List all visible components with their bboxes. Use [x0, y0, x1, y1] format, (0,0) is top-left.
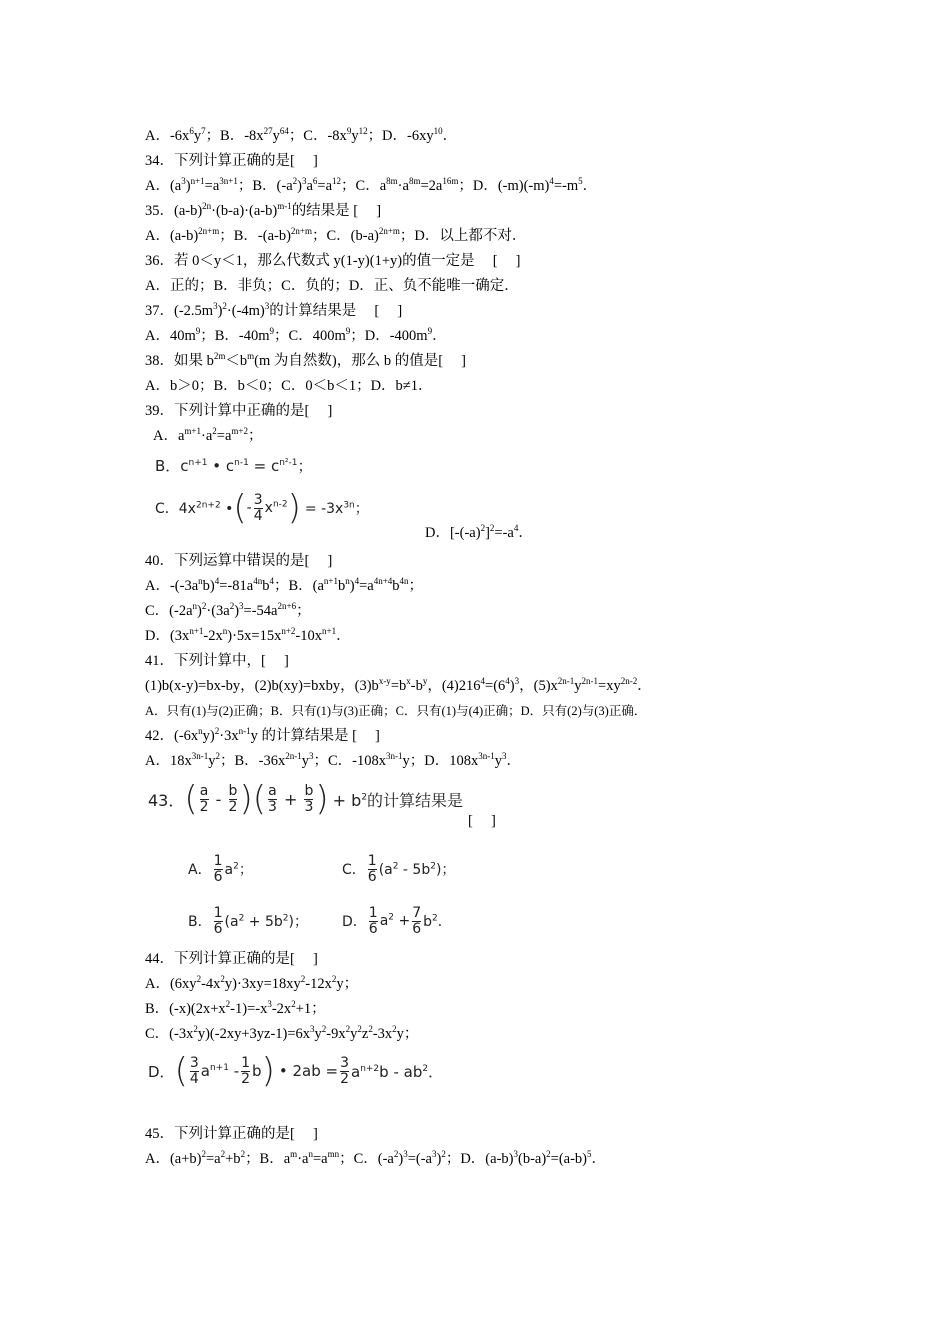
- q38-stem: 38．如果 $b^{2m}<b^m(m$ 为自然数)，那么 b 的值是[ ]: [145, 351, 466, 369]
- q39c-minus: -: [246, 500, 252, 516]
- q41-stem: 41．下列计算中，[ ]: [145, 653, 289, 669]
- num: 3: [340, 1054, 349, 1071]
- q34-stem: 34．下列计算正确的是[ ]: [145, 153, 318, 169]
- den: 4: [189, 1070, 199, 1087]
- q43-option-c: [342, 848, 455, 890]
- num: 1: [368, 904, 378, 921]
- frac-12: [241, 1056, 250, 1087]
- q40-stem: 40．下列运算中错误的是[ ]: [145, 553, 333, 569]
- left-paren-icon: (: [252, 779, 266, 819]
- mid: $a^{n+1}$ -: [200, 1062, 240, 1080]
- q39c-num: 3: [253, 491, 263, 508]
- right-paren-icon: ): [315, 779, 329, 819]
- q35-stem: 35．$(a-b)^{2n}\cdot(b-a)\cdot(a-b)^{m-1}$的结果是 [ ]: [145, 201, 382, 219]
- mid: $a^2$ +: [379, 912, 411, 929]
- frac: [369, 906, 378, 937]
- q41-options: A．只有(1)与(2)正确；B．只有(1)与(3)正确；C．只有(1)与(4)正确；D．只有(2)与(3)正确．: [145, 704, 647, 718]
- frac2: [412, 906, 421, 937]
- label: C．: [342, 862, 366, 878]
- q38-options: A．b＞0；B．b＜0；C．0＜b＜1；D．b≠1．: [145, 378, 433, 394]
- q43-stem-formula: [148, 775, 463, 823]
- q43-label: 43．: [148, 790, 185, 810]
- frac: [214, 854, 223, 885]
- q36-stem: 36．若 0＜y＜1，那么代数式 y(1-y)(1+y)的值一定是 [ ]: [145, 253, 521, 269]
- num: b: [228, 782, 238, 799]
- q44-option-c: C．$(-3x^2y)(-2xy+3yz-1)=6x^3y^2-9x^2y^2z^2-3x^2y$；: [145, 1024, 419, 1042]
- tail: $a^2$；: [224, 861, 253, 878]
- q43-tail: + $b^2$的计算结果是: [332, 790, 464, 810]
- den: 2: [340, 1070, 349, 1087]
- q45-stem: 45．下列计算正确的是[ ]: [145, 1126, 318, 1142]
- q33-options: A．$-6x^6y^7$；B．$-8x^{27}y^{64}$；C．$-8x^9y^{12}$；D．$-6xy^{10}$．: [145, 126, 458, 144]
- den: 2: [199, 798, 209, 815]
- q36-options: A．正的；B．非负；C．负的；D．正、负不能唯一确定．: [145, 278, 519, 294]
- label: D．: [148, 1062, 175, 1081]
- q42-stem: 42．$(-6x^ny)^2\cdot 3x^{n-1}y$ 的计算结果是 [ ]: [145, 726, 380, 744]
- q43-option-a: [188, 848, 253, 890]
- q35-options: A．$(a-b)^{2n+m}$；B．$-(a-b)^{2n+m}$；C．$(b-a)^{2n+m}$；D．以上都不对．: [145, 226, 527, 244]
- q39c-den: 4: [253, 507, 263, 524]
- label: B．: [188, 914, 212, 930]
- q37-options: A．$40m^9$；B．$-40m^9$；C．$400m^9$；D．$-400m^9$．: [145, 326, 447, 344]
- q39-stem: 39．下列计算中正确的是[ ]: [145, 403, 333, 419]
- den: 6: [412, 920, 422, 937]
- left-paren-icon: (: [233, 488, 247, 528]
- left-paren-icon: (: [184, 779, 198, 819]
- q39c-label: C．$4x^{2n+2}$ •: [155, 500, 234, 517]
- num: b: [304, 782, 314, 799]
- num: 7: [412, 904, 422, 921]
- num: 3: [189, 1054, 199, 1071]
- q45-options: A．$(a+b)^2=a^2+b^2$；B．$a^m\cdot a^n=a^{mn}$；C．$(-a^2)^3=(-a^3)^2$；D．$(a-b)^3(b-a)^2=(a-b)^5$．: [145, 1149, 607, 1167]
- den: 6: [213, 868, 223, 885]
- q39c-fraction: [254, 493, 263, 524]
- q42-options: A．$18x^{3n-1}y^2$；B．$-36x^{2n-1}y^3$；C．$-108x^{3n-1}y$；D．$108x^{3n-1}y^3$．: [145, 751, 521, 769]
- q43-frac-a2: [200, 784, 209, 815]
- q43-frac-a3: [268, 784, 277, 815]
- num: 1: [213, 852, 223, 869]
- q37-stem: 37．$(-2.5m^3)^2\cdot(-4m)^3$的计算结果是 [ ]: [145, 301, 403, 319]
- q44-option-b: B．$(-x)(2x+x^2-1)=-x^3-2x^2+1$；: [145, 999, 326, 1017]
- tail: $(a^2 - 5b^2)$；: [378, 861, 456, 878]
- den: 3: [304, 798, 314, 815]
- q43-frac-b3: [304, 784, 313, 815]
- num: a: [199, 782, 209, 799]
- frac: [368, 854, 377, 885]
- left-paren-icon: (: [174, 1051, 188, 1091]
- q43-frac-b2: [229, 784, 238, 815]
- den: 6: [367, 868, 377, 885]
- den: 3: [267, 798, 277, 815]
- q44-option-a: A．$(6xy^2-4x^2y)\cdot 3xy=18xy^2-12x^2y$；: [145, 974, 359, 992]
- right-paren-icon: ): [261, 1051, 275, 1091]
- right-paren-icon: ): [239, 779, 253, 819]
- minus: -: [210, 789, 227, 809]
- den: 6: [368, 920, 378, 937]
- den: 2: [241, 1070, 251, 1087]
- right: • 2ab =: [278, 1062, 339, 1080]
- tail: $b^2$．: [423, 913, 452, 930]
- q43-option-d: [342, 900, 452, 942]
- q39-option-c-formula: [155, 485, 369, 531]
- q39c-right: = $-3x^{3n}$；: [304, 500, 369, 517]
- right-paren-icon: ): [287, 488, 301, 528]
- q40-option-c: C．$(-2a^n)^2\cdot(3a^2)^3=-54a^{2n+6}$；: [145, 601, 311, 619]
- den: 2: [228, 798, 238, 815]
- q41-statements: (1)b(x-y)=bx-by，(2)b(xy)=bxby，$(3)b^{x-y}=b^x-b^y$，$(4)216^4=(6^4)^3$，$(5)x^{2n-1}y^{2n-1}=xy^{2n-2}$．: [145, 676, 652, 694]
- q39-option-b-formula: B．$c^{n+1}$ • $c^{n-1} = c^{n^2-1}$；: [155, 457, 313, 475]
- num: a: [268, 782, 277, 799]
- q39-option-a: A．$a^{m+1}\cdot a^2=a^{m+2}$；: [153, 426, 263, 444]
- q43-bracket: [ ]: [468, 813, 496, 829]
- result: $a^{n+2}b - ab^2$．: [350, 1062, 444, 1081]
- q43-option-b: [188, 900, 308, 942]
- q40-options-ab: A．$-(-3a^nb)^4=-81a^{4n}b^4$；B．$(a^{n+1}b^n)^4=a^{4n+4}b^{4n}$；: [145, 576, 424, 594]
- q44-option-d-formula: [148, 1048, 443, 1094]
- label: A．: [188, 862, 212, 878]
- num: 1: [213, 904, 223, 921]
- num: 1: [367, 852, 377, 869]
- q39-option-d: D．$[-(-a)^2]^2=-a^4$．: [425, 523, 533, 541]
- q40-option-d: D．$(3x^{n+1}-2x^n)\cdot 5x=15x^{n+2}-10x^{n+1}$．: [145, 626, 351, 644]
- frac: [214, 906, 223, 937]
- frac-32: [340, 1056, 349, 1087]
- b: b: [252, 1062, 262, 1080]
- num: 1: [241, 1054, 251, 1071]
- label: D．: [342, 914, 367, 930]
- plus: +: [278, 789, 303, 809]
- q34-options: A．$(a^3)^{n+1}=a^{3n+1}$；B．$(-a^2)^3a^6=a^{12}$；C．$a^{8m}\cdot a^{8m}=2a^{16m}$；D．$(-m)(-m)^4=-m^5$．: [145, 176, 598, 194]
- tail: $(a^2 + 5b^2)$；: [224, 913, 308, 930]
- frac-34: [190, 1056, 199, 1087]
- q44-stem: 44．下列计算正确的是[ ]: [145, 951, 318, 967]
- q39c-mid: $x^{n-2}$: [264, 499, 288, 516]
- den: 6: [213, 920, 223, 937]
